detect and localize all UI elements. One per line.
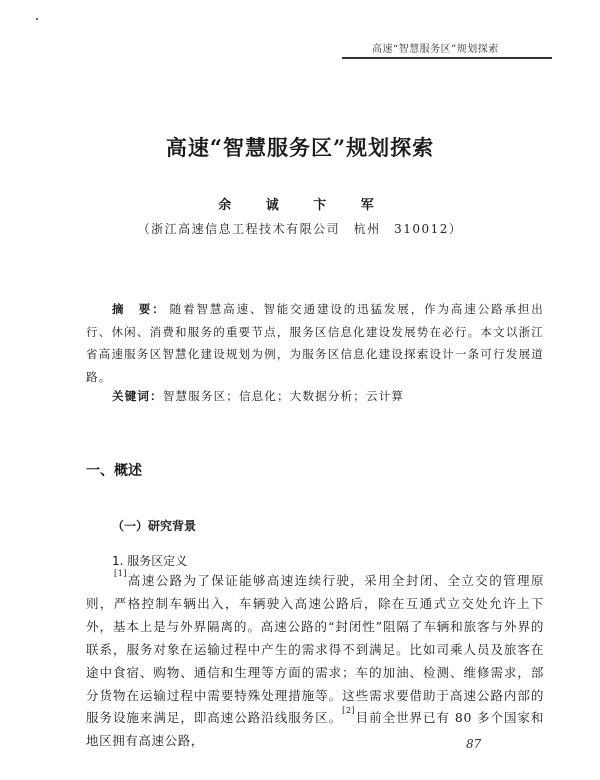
paper-title: 高速“智慧服务区”规划探索 (165, 135, 435, 160)
authors: 余 诚 卞 军 (218, 198, 382, 213)
running-head: 高速“智慧服务区”规划探索 (372, 44, 499, 55)
abstract (86, 298, 544, 388)
keywords-text: 智慧服务区；信息化；大数据分析；云计算 (162, 389, 405, 403)
subsection-heading: （一）研究背景 (112, 519, 197, 533)
page-number: 87 (466, 737, 482, 751)
keywords (86, 388, 544, 404)
abstract-label: 摘 要： (112, 302, 166, 316)
keywords-label: 关键词： (112, 389, 163, 403)
header-rule (342, 57, 552, 59)
subsubsection-heading: 1. 服务区定义 (112, 554, 188, 568)
section-heading: 一、概述 (86, 463, 142, 479)
paragraph-text-1: 高速公路为了保证能够高速连续行驶，采用全封闭、全立交的管理原则，严格控制车辆出入，车辆驶入高速公路后，除在互通式立交处允许上下外，基本上是与外界隔离的。高速公路的“封闭性”阻隔了车辆和旅客与外界的联系，服务对象在运输过程中产生的需求得不到满足。比如司乘人员及旅客在途中食宿、购物、通信和生理等方面的需求；车的加油、检测、维修需求，部分货物在运输过程中需要特殊处理措施等。这些需求要借助于高速公路内部的服务设施来满足，即高速公路沿线服务区。 (86, 573, 544, 726)
citation-2: [2] (342, 706, 356, 716)
affiliation: （浙江高速信息工程技术有限公司 杭州 310012） (137, 222, 463, 236)
body-paragraph (86, 570, 544, 753)
paragraph-text-2: 目前全世界已有 80 多个国家和地区拥有高速公路， (86, 710, 545, 749)
scan-mark (36, 18, 38, 20)
citation-1: [1] (114, 569, 128, 578)
abstract-text: 随着智慧高速、智能交通建设的迅猛发展，作为高速公路承担出行、休闲、消费和服务的重要节点，服务区信息化建设发展势在必行。本文以浙江省高速服务区智慧化建设规划为例，为服务区信息化建设探索设计一条可行发展道路。 (86, 302, 544, 384)
